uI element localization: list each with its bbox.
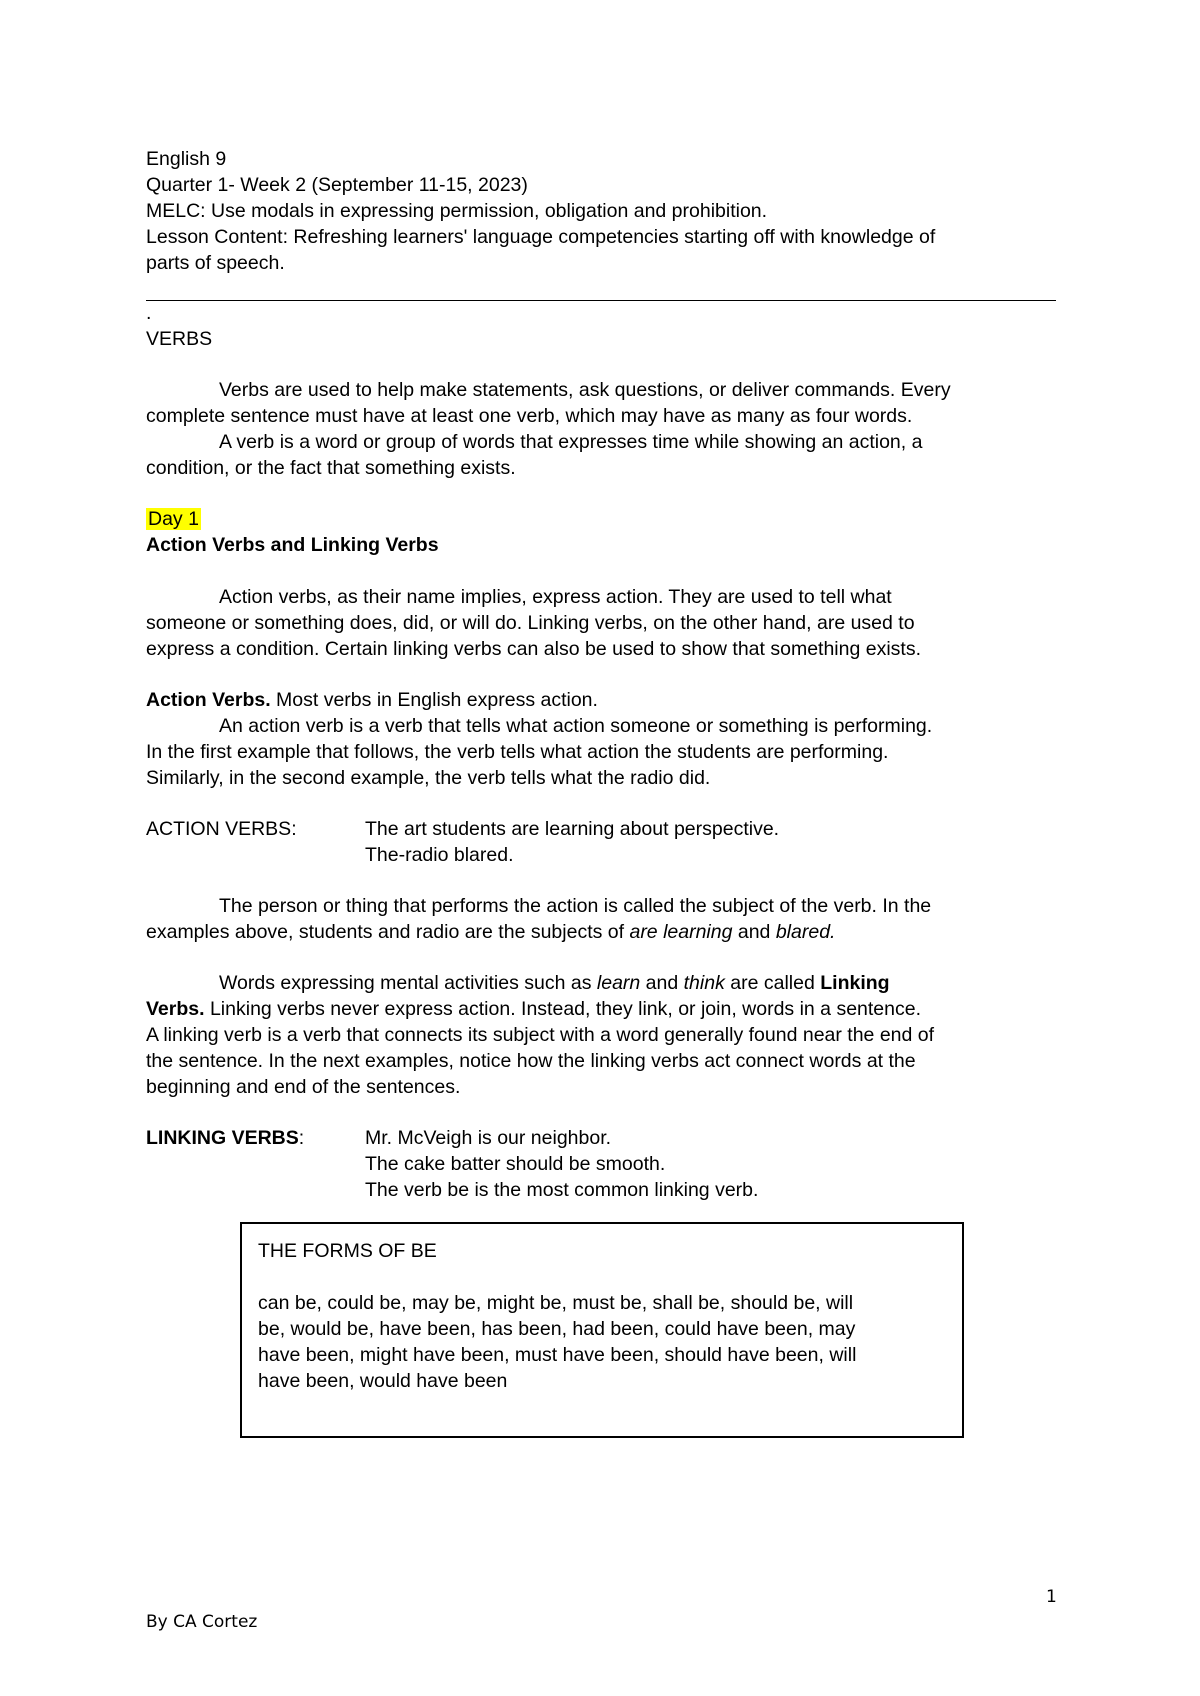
rule-dot: . (146, 302, 152, 324)
page-number: 1 (1046, 1587, 1057, 1607)
intro-paragraph-line: express a condition. Certain linking verbs can also be used to show that something exists. (146, 638, 922, 660)
action-paragraph-line: Similarly, in the second example, the verb tells what the radio did. (146, 767, 711, 789)
linking-examples-label (146, 1125, 304, 1151)
linking-paragraph-line: A linking verb is a verb that connects its subject with a word generally found near the end of (146, 1024, 935, 1046)
forms-box-line: have been, would have been (258, 1370, 508, 1392)
action-paragraph-line: An action verb is a verb that tells what action someone or something is performing. (219, 715, 933, 737)
verbs-paragraph-line: A verb is a word or group of words that expresses time while showing an action, a (219, 431, 923, 453)
action-verbs-lead (146, 687, 598, 713)
italic-term: think (683, 972, 725, 994)
subject-paragraph-line: The person or thing that performs the action is called the subject of the verb. In the (219, 895, 932, 917)
quarter-line: Quarter 1- Week 2 (September 11-15, 2023) (146, 174, 528, 196)
linking-text: Words expressing mental activities such as (219, 972, 597, 994)
action-examples-label: ACTION VERBS: (146, 818, 297, 840)
linking-examples-colon: : (298, 1127, 305, 1149)
italic-term: blared. (775, 921, 836, 943)
day-label (146, 506, 201, 532)
linking-paragraph-line (146, 996, 921, 1022)
linking-text: and (640, 972, 684, 994)
lesson-content-line-1: Lesson Content: Refreshing learners' language competencies starting off with knowledge of (146, 226, 936, 248)
action-paragraph-line: In the first example that follows, the verb tells what action the students are performing. (146, 741, 889, 763)
linking-example: Mr. McVeigh is our neighbor. (365, 1127, 612, 1149)
lesson-content-line-2: parts of speech. (146, 252, 285, 274)
verbs-paragraph-line: complete sentence must have at least one verb, which may have as many as four words. (146, 405, 913, 427)
linking-paragraph-line (219, 970, 890, 996)
bold-term: Verbs. (146, 998, 205, 1020)
action-example: The-radio blared. (365, 844, 514, 866)
linking-text: Linking verbs never express action. Instead, they link, or join, words in a sentence. (204, 998, 922, 1020)
subject-text: examples above, students and radio are the subjects of (146, 921, 630, 943)
linking-text: are called (724, 972, 821, 994)
verbs-paragraph-line: Verbs are used to help make statements, ask questions, or deliver commands. Every (219, 379, 951, 401)
italic-term: learn (596, 972, 641, 994)
bold-term: Linking (820, 972, 890, 994)
italic-term: are learning (629, 921, 733, 943)
linking-examples-label-bold: LINKING VERBS (146, 1127, 299, 1149)
action-verbs-lead-text: Most verbs in English express action. (270, 689, 598, 711)
intro-paragraph-line: Action verbs, as their name implies, express action. They are used to tell what (219, 586, 892, 608)
subject-line: English 9 (146, 148, 227, 170)
linking-example: The cake batter should be smooth. (365, 1153, 666, 1175)
action-verbs-bold-label: Action Verbs. (146, 689, 271, 711)
subject-text: and (732, 921, 776, 943)
linking-example: The verb be is the most common linking verb. (365, 1179, 759, 1201)
verbs-paragraph-line: condition, or the fact that something exists. (146, 457, 516, 479)
author-footer: By CA Cortez (146, 1612, 258, 1632)
section-title: Action Verbs and Linking Verbs (146, 534, 439, 556)
horizontal-rule (146, 300, 1056, 301)
forms-box-line: be, would be, have been, has been, had been, could have been, may (258, 1318, 856, 1340)
action-example: The art students are learning about perspective. (365, 818, 780, 840)
subject-paragraph-line (146, 919, 835, 945)
forms-box-title: THE FORMS OF BE (258, 1240, 437, 1262)
forms-box-line: can be, could be, may be, might be, must be, shall be, should be, will (258, 1292, 854, 1314)
linking-paragraph-line: beginning and end of the sentences. (146, 1076, 461, 1098)
intro-paragraph-line: someone or something does, did, or will do. Linking verbs, on the other hand, are used to (146, 612, 915, 634)
forms-box-line: have been, might have been, must have been, should have been, will (258, 1344, 857, 1366)
linking-paragraph-line: the sentence. In the next examples, notice how the linking verbs act connect words at the (146, 1050, 916, 1072)
day-label-highlight: Day 1 (148, 508, 199, 530)
verbs-heading: VERBS (146, 328, 213, 350)
forms-of-be-box (240, 1222, 964, 1438)
melc-line: MELC: Use modals in expressing permission, obligation and prohibition. (146, 200, 768, 222)
